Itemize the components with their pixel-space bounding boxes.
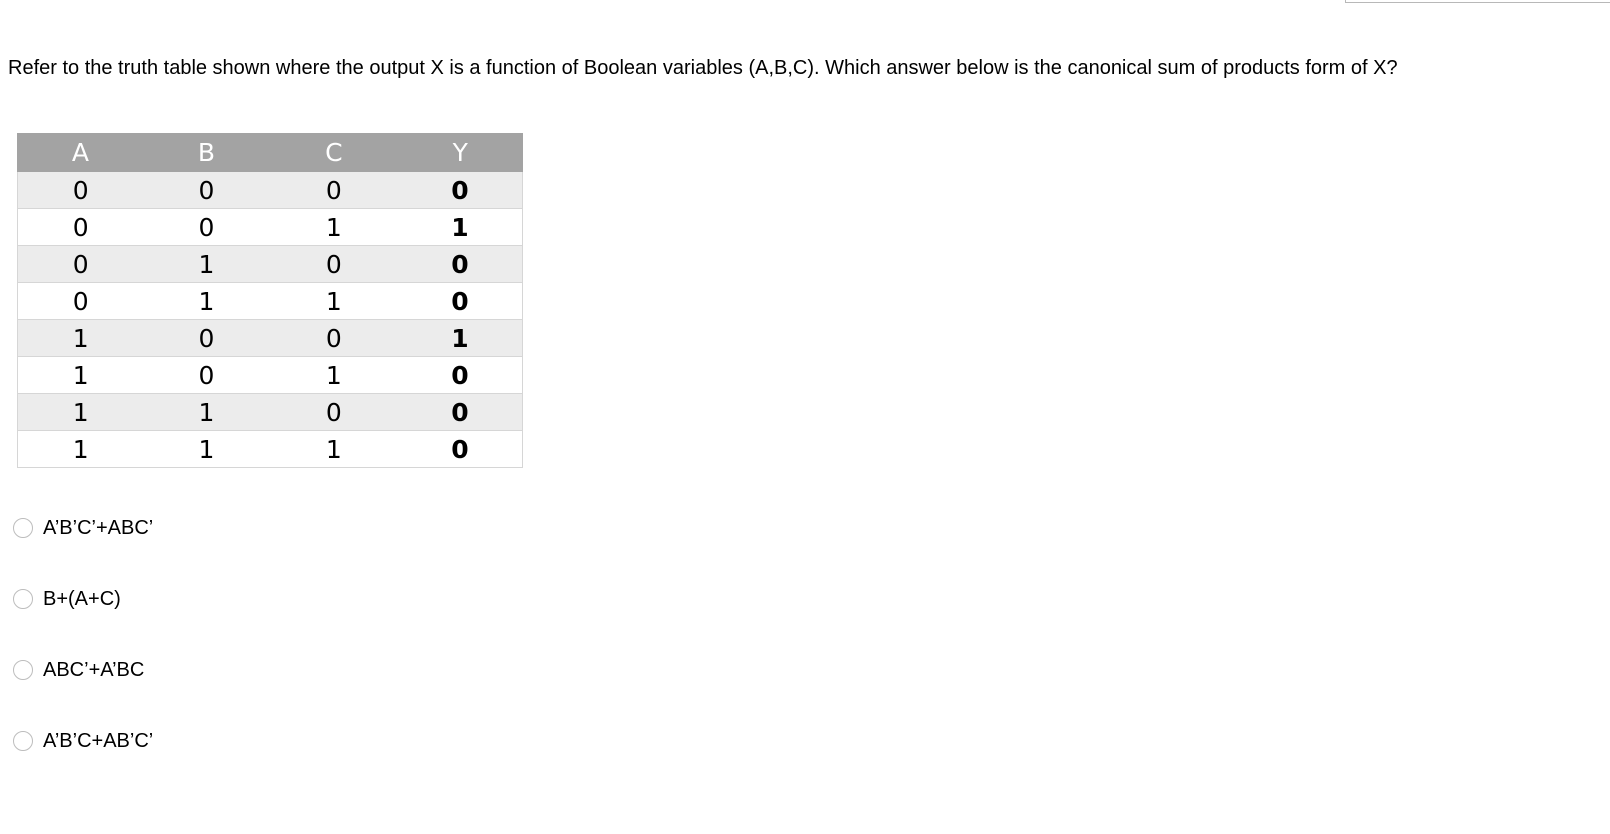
cell-c: 1 bbox=[270, 283, 398, 320]
cell-y: 0 bbox=[398, 172, 523, 209]
cell-y: 0 bbox=[398, 283, 523, 320]
cell-c: 0 bbox=[270, 246, 398, 283]
answer-option-1[interactable] bbox=[13, 516, 153, 540]
cell-c: 1 bbox=[270, 357, 398, 394]
table-row bbox=[18, 209, 523, 246]
cell-c: 0 bbox=[270, 394, 398, 431]
radio-button[interactable] bbox=[13, 518, 33, 538]
cell-a: 0 bbox=[18, 246, 144, 283]
answer-option-2[interactable] bbox=[13, 587, 121, 611]
cell-c: 0 bbox=[270, 320, 398, 357]
cell-y: 0 bbox=[398, 431, 523, 468]
header-a: A bbox=[18, 134, 144, 172]
table-header-row bbox=[18, 134, 523, 172]
cell-b: 0 bbox=[143, 209, 269, 246]
table-row bbox=[18, 172, 523, 209]
cell-y: 0 bbox=[398, 246, 523, 283]
cell-a: 0 bbox=[18, 209, 144, 246]
cell-c: 1 bbox=[270, 209, 398, 246]
cell-a: 0 bbox=[18, 172, 144, 209]
answer-option-label: ABC’+A’BC bbox=[43, 659, 145, 681]
table-row bbox=[18, 320, 523, 357]
cell-b: 0 bbox=[143, 172, 269, 209]
cell-a: 1 bbox=[18, 394, 144, 431]
table-row bbox=[18, 357, 523, 394]
cell-a: 1 bbox=[18, 320, 144, 357]
cell-b: 0 bbox=[143, 320, 269, 357]
radio-button[interactable] bbox=[13, 660, 33, 680]
answer-option-4[interactable] bbox=[13, 729, 153, 753]
table-row bbox=[18, 246, 523, 283]
question-text: Refer to the truth table shown where the output X is a function of Boolean variables (A,B,C). Which answer below is the canonical sum of products form of X? bbox=[8, 57, 1398, 79]
table-row bbox=[18, 431, 523, 468]
cell-b: 1 bbox=[143, 283, 269, 320]
top-right-frame bbox=[1345, 0, 1610, 3]
cell-y: 1 bbox=[398, 320, 523, 357]
cell-a: 1 bbox=[18, 357, 144, 394]
cell-y: 1 bbox=[398, 209, 523, 246]
cell-b: 1 bbox=[143, 246, 269, 283]
cell-b: 0 bbox=[143, 357, 269, 394]
cell-y: 0 bbox=[398, 394, 523, 431]
answer-option-label: A’B’C’+ABC’ bbox=[43, 517, 154, 539]
cell-a: 0 bbox=[18, 283, 144, 320]
header-y: Y bbox=[398, 134, 523, 172]
answer-option-3[interactable] bbox=[13, 658, 144, 682]
cell-b: 1 bbox=[143, 394, 269, 431]
cell-y: 0 bbox=[398, 357, 523, 394]
radio-button[interactable] bbox=[13, 589, 33, 609]
answer-option-label: A’B’C+AB’C’ bbox=[43, 730, 154, 752]
answer-option-label: B+(A+C) bbox=[43, 588, 121, 610]
header-b: B bbox=[143, 134, 269, 172]
header-c: C bbox=[270, 134, 398, 172]
cell-c: 1 bbox=[270, 431, 398, 468]
table-row bbox=[18, 394, 523, 431]
radio-button[interactable] bbox=[13, 731, 33, 751]
cell-b: 1 bbox=[143, 431, 269, 468]
cell-a: 1 bbox=[18, 431, 144, 468]
cell-c: 0 bbox=[270, 172, 398, 209]
table-row bbox=[18, 283, 523, 320]
truth-table bbox=[17, 133, 523, 468]
